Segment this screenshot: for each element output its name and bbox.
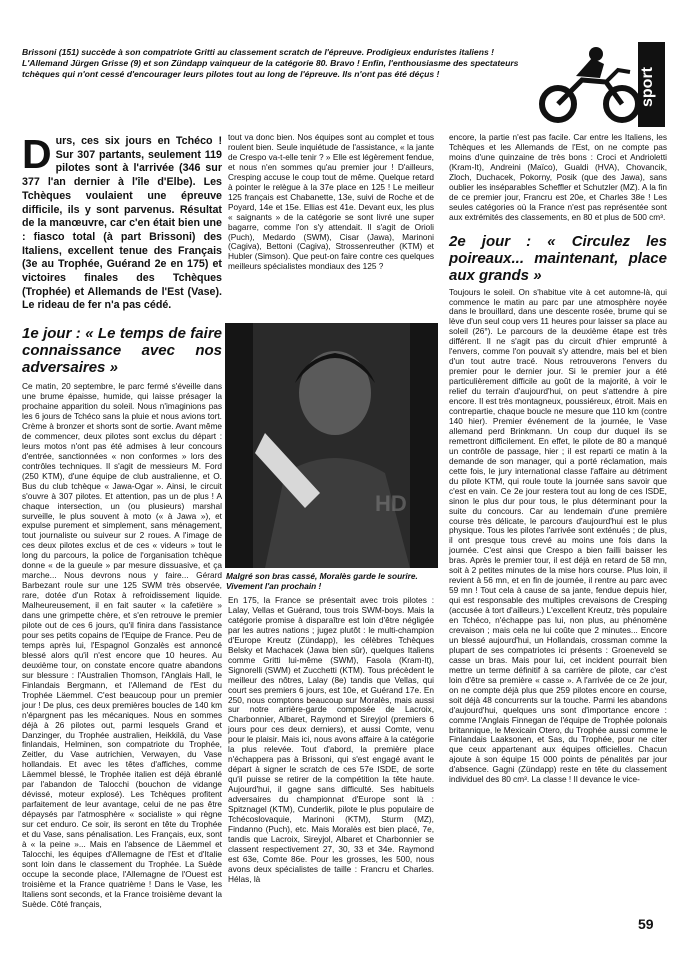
day-2-text: Toujours le soleil. On s'habitue vite à cet automne-là, qui commence le matin au parc par une atmosphère noyée dans le brouillard, dans une descente rosée, brume qui se lève d'un seul coup vers 11 heures pour laisser sa place au soleil (26°). Le parcours de la deuxième étape est très différent. Il ne s'agit pas du circuit d'hier emprunté à l'envers, comme l'on pouvait s'y attendre, mais bel et bien d'un tout autre tracé. Nous retrouverons l'envers du premier pour le dernier jour. Si le premier jour a été particulièrement difficile au goût de la majorité, à voir le relief du terrain d'aujourd'hui, on peut s'attendre à pire encore. Il est très montagneux, poussiéreux, étroit. Mais en contrepartie, chaque boucle ne mesure que 110 km (contre 140 hier). Premier événement de la journée, le Vase allemand perd Brinkmann. Un coup dur duquel ils se remettront difficilement. En effet, le pilote de 80 a manqué un contrôle de passage, hier ; il est reparti ce matin à la demande de son manager, qui a porté réclamation, mais cette fois, le jury international classe l'affaire au détriment du pilote KTM, qui roule toute la journée sans savoir que c'est en vain. Ce 2e jour restera tout au long de ces ISDE, sinon le plus dur pour tous, le plus déterminant pour la suite du concours. Car au lendemain d'une première course très délicate, le parcours d'aujourd'hui est le plus physique. Tous les pilotes l'arrivée sont exténués ; de plus, il ont presque tous crevé au moins une fois dans la journée. C'est ainsi que Crespo a bien failli baisser les bras. Après le premier tour, il est déjà en retard de 58 mn, soit à 2 petites minutes de la mise hors course. Plus loin, il revient à 56 mn, et en fin de journée, il rentre au parc avec 59 mn ! Tout cela à cause de sa jante, fendue depuis hier, qui est responsable des multiples crevaisons de Cresping (accusée à tort d'ailleurs.) L'excellent Kreutz, très populaire en Tchéco, n'échappe pas lui, non plus, au phénomène crevaison ; mais cela ne lui coûte que 2 minutes... Encore un blessé aujourd'hui, un Hollandais, crossman comme la plupart de ses compatriotes ici présents : Groeneveld se casse un bras. Mais pour lui, cet incident pourrait bien mettre un terme définitif à sa carrière de pilote, car c'est loin d'être sa première « casse ». A l'arrivée de ce 2e jour, on ne compte déjà plus que 259 pilotes encore en course, soit déjà 48 concurrents sur la touche. Parmi les abandons d'aujourd'hui, quelques uns sont d'importance encore : comme l'Anglais Finnegan de l'équipe de Trophée polonais britannique, le Mexicain Otero, du Trophée aussi comme le Finlandais Laaksonen, et Sas, du Trophée, pour ne citer que ceux appartenant aux équipes officielles. Chacun ajoute à son équipe 15 000 points de pénalités par jour d'absence. Gagni (Zündapp) reste en tête du classement individuel des 80 cm³. La classe ! Il devance le vice- — [449, 286, 667, 785]
rider-portrait-image — [225, 323, 438, 568]
column-2-bottom — [228, 596, 434, 885]
lead-paragraph — [22, 131, 222, 313]
column-1 — [22, 131, 222, 910]
rider-photo — [225, 323, 438, 568]
heading-day-1: 1e jour : « Le temps de faire connaissance avec nos adversaires » — [22, 325, 222, 377]
col-3-top-text: encore, la partie n'est pas facile. Car entre les Italiens, les Tchèques et les Allemands de l'Est, on ne compte pas moins d'une quinzaine de très bons : Croci et Andrioletti (Kram-It), Andreini (Maïco), Gualdi (HVA), Chovancik, Zloch, Duchacek, Pokorny, Posik (que des Jawa), sans oublier les inséparables Scheffler et Schutzler (MZ). A la fin de ce premier jour, Francru est 20e, et Charles 38e ! Les seules catégories où la France n'est pas représentée sont aux extrémités des classements, en 80 et plus de 500 cm³. — [449, 132, 667, 222]
lead-text: urs, ces six jours en Tchéco ! Sur 307 partants, seulement 119 pilotes sont à l'arrivée (346 sur 377 l'an dernier à l'île d'Elbe). Les Tchèques voulaient une épreuve difficile, ils y sont parvenus. Résultat de la manœuvre, car c'en était bien une : fiasco total (à part Brissoni) des Italiens, excellent tenue des Français (3e au Trophée, Guérand 2e en 175) et victoires finales des Tchèques (Trophée) et Allemands de l'Est (Vase). Le rideau de fer n'a pas cédé. — [22, 135, 222, 312]
day-1-text: Ce matin, 20 septembre, le parc fermé s'éveille dans une brume épaisse, humide, qui laisse présager la prochaine apparition du soleil. Nous n'imaginions pas les 6 jours de Tchéco sans la pluie et nous avions tort. Crème à bronzer et shorts sont de sortie. Avant même de commencer, deux pilotes sont exclus du départ : leurs motos n'ont pas été admises à leur concours d'entrée, sanctionnées « non conformes » lors des contrôles techniques. Il s'agit de messieurs M. Ford (250 KTM), d'une équipe de club australienne, et O. Bus du club tchèque « Jawa-Ogar ». Ainsi, le circuit s'ouvre à 307 pilotes. Et attention, pas un de plus ! A chaque intersection, un (ou plusieurs) marshal surveille, le plus souvent à moto (« à Jawa »), et expulse purement et simplement, sans ménagement, tout journaliste ou suiveur sur 2 roues. A l'image de ces deux pilotes exclus et de ces « videurs » tout le long du parcours, la police de l'organisation tchèque donne « de la gueule » par mesure dissuasive, et ça marche... Nous devrons nous y faire... Gérard Barbezant roule sur une 125 SWM très observée, rare, dotée d'un Rotax à refroidissement liquide. Malheureusement, il en fait sauter « la cafetière » dans une grimpette chère, et s'en retrouve le premier pilote out de ces 6 jours, qu'il finira dans l'assistance pour ses petits copains de l'Equipe de France. Peu de temps après lui, l'Espagnol Gonzalès est annoncé blessé alors qu'il n'est encore que 10 heures. Au deuxième tour, on constate encore quatre abandons sur blessure : l'Australien Thomson, l'Anglais Hall, le Finlandais Bergmann, et l'Allemand de l'Est du Trophée Läemmel. C'est beaucoup pour un premier jour ! De plus, ces deux premières boucles de 140 km n'épargnent pas les mécaniques. Nous en sommes déjà à 26 pilotes out, parmi lesquels Grand et Danzinger, du Trophée australien, Heikkilä, du Vase finlandais, Helminen, son compatriote du Trophée, Zeitler, du Vase autrichien, Verwayen, du Vase hollandais. Et avec les têtes d'affiches, comme Läemmel blessé, le Trophée italien est déjà ébranlé par l'abandon de Talocchi (bouchon de vidange dévissé, moteur explosé). Les Tchèques profitent parfaitement de leur avantage, celui de ne pas être dépaysés par l'atmosphère « socialiste » qui règne sur cet enduro. Ce soir, ils seront en tête du Trophée et du Vase, sans pénalisation. Les Français, eux, sont à « la peine »... Mais en l'absence de Läemmel et Talocchi, les équipes d'Allemagne de l'Est et d'Italie sont loin dans le classement du Trophée. La Suède occupe la seconde place, l'Allemagne de l'Ouest est troisième et la France quatrième ! Dans le Vase, les Italiens sont seconds, et la France troisième devant la Suède. Côté français, — [22, 381, 222, 909]
watermark-text: HD — [375, 491, 407, 516]
photo-caption: Malgré son bras cassé, Moralès garde le sourire. Vivement l'an prochain ! — [226, 571, 418, 591]
top-photo-caption: Brissoni (151) succède à son compatriote Gritti au classement scratch de l'épreuve. Prodigieux enduristes italiens ! L'Allemand Jürgen Grisse (9) et son Zündapp vainqueur de la catégorie 80. Bravo ! Enfin, l'enthousiasme des spectateurs tchèques qui n'ont cessé d'encourager leurs pilotes tout au long de l'épreuve. Ils n'ont pas été déçus ! — [22, 47, 519, 79]
page-number: 59 — [638, 916, 654, 932]
column-3 — [449, 133, 667, 785]
logo-text: sport — [639, 67, 656, 107]
heading-day-2: 2e jour : « Circulez les poireaux... maintenant, place aux grands » — [449, 232, 667, 284]
col-2-top-text: tout va donc bien. Nos équipes sont au complet et tous roulent bien. Seule inquiétude de l'assistance, « la jante de Crespo va-t-elle tenir ? » Elle est légèrement fendue, et nous n'en sommes qu'au premier jour ! D'ailleurs, Cresping accuse le coup tout de même. Quelque retard à pointer le relègue à la 37e place en 125 ! Le meilleur 125 français est Chabanette, 13e, suivi de Roche et de Poyard, 14e et 15e. Ellias est 41e. Devant eux, les plus « saignants » de la catégorie se sont livré une super bagarre, comme l'on s'y attendait. Il s'agit de Orioli (Puch), Medardo (SWM), Cisar (Jawa), Marinoni (Cagiva), Bettoni (Cagiva), Strossenreuther (KTM) et Hubler (Simson). Que peut-on faire contre ces quelques meilleurs spécialistes mondiaux des 125 ? — [228, 132, 434, 272]
column-2-top — [228, 133, 434, 272]
sport-logo — [530, 42, 665, 127]
drop-cap: D — [22, 131, 52, 177]
col-2-bottom-text: En 175, la France se présentait avec trois pilotes : Lalay, Vellas et Guérand, tous trois SWM-boys. Mais la catégorie promise à disparaître est loin d'être négligée par les autres nations ; jugez plutôt : le multi-champion d'Europe Kreutz (Zündapp), les célèbres Tchèques Belsky et Machacek (Jawa bien sûr), quelques Italiens comme Gritti lui-même (SWM), Fasola (Kram-It), Signorelli (SWM) et Zucchetti (KTM). Tous précèdent le meilleur des nôtres, Lalay (8e) tandis que Vellas, qui court ses premiers 6 jours, est 10e, et Guérand 17e. En 250, nous comptons beaucoup sur Moralès, mais aussi sur notre arrière-garde composée de Lacroix, Charbonnier, Albaret, Raymond et Sireyjol (premiers 6 jours pour ces deux derniers), et aussi Comte, venu pour le plaisir. Mais ici, nous avons affaire à la catégorie la plus relevée. Tout d'abord, la première place n'échappera pas à Brissoni, qui s'est engagé avant le départ à signer le scratch de ces 57e ISDE, de sorte qu'il puisse se retirer de la compétition la tête haute. Aujourd'hui, il gagne sans difficulté. Ses habituels adversaires du championnat d'Europe sont là : Spitznagel (KTM), Cunderlik, pilote le plus populaire de Tchécoslovaquie, Marinoni (KTM), Sturm (MZ), Findanno (Puch), etc. Mais Moralès est bien placé, 7e, tandis que Lacroix, Sireyjol, Albaret et Charbonnier se classent respectivement 27, 30, 33 et 34e. Raymond est 63e, Comte 86e. Pour les grosses, les 500, nous avons deux spécialistes de taille : Francru et Charles. Hélas, là — [228, 595, 434, 884]
